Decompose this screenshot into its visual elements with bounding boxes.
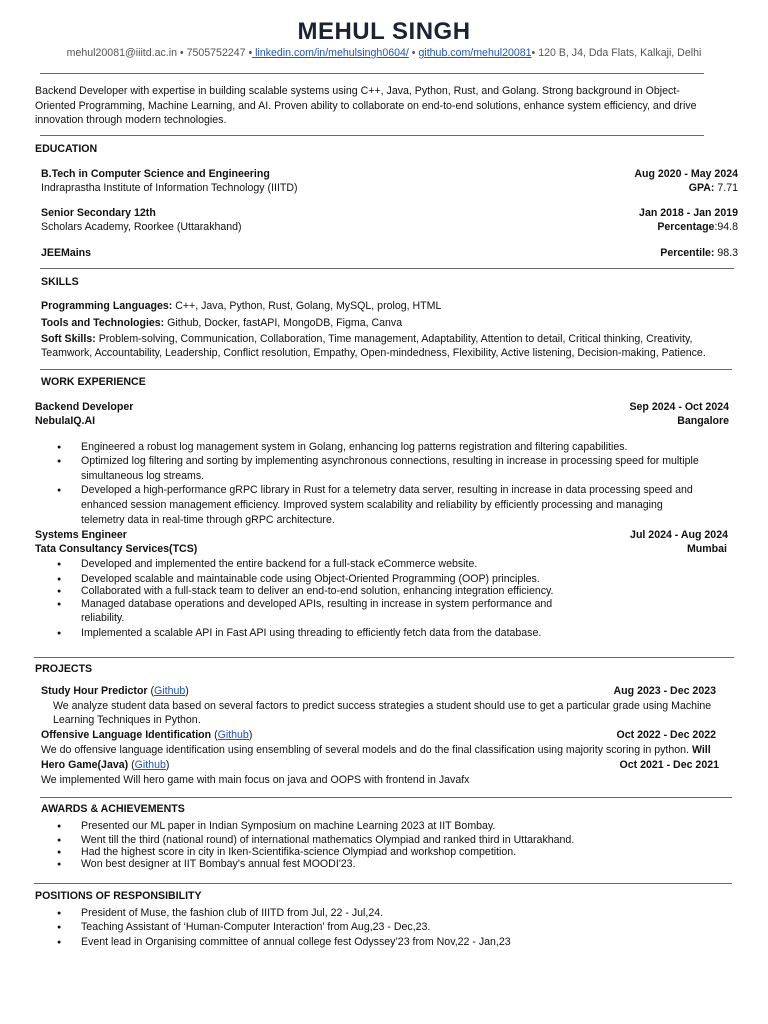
education-org: Indraprastha Institute of Information Technology (IIITD) — [41, 182, 298, 194]
education-score — [657, 221, 738, 234]
list-item: ● Managed database operations and developed APIs, resulting in increase in system performance and — [81, 598, 552, 611]
education-title: JEEMains — [41, 247, 92, 259]
section-heading-skills: SKILLS — [41, 276, 79, 288]
job-location: Bangalore — [677, 415, 729, 427]
education-title: Senior Secondary 12th — [41, 207, 156, 219]
separator: • — [411, 47, 416, 59]
project-github-link[interactable]: Github — [154, 685, 186, 697]
job-title: Backend Developer — [35, 401, 134, 413]
job-company: NebulaIQ.AI — [35, 415, 96, 427]
contact-line — [0, 47, 768, 60]
divider — [40, 268, 734, 269]
list-item: ● Developed and implemented the entire backend for a full-stack eCommerce website. — [81, 558, 477, 571]
project-title-line: Hero Game(Java) (Github) — [41, 759, 170, 771]
section-heading-education: EDUCATION — [35, 143, 98, 155]
list-item: ● Developed a high-performance gRPC library in Rust for a telemetry data server, resulting in increase in data processing speed and — [81, 484, 693, 497]
list-item-cont: telemetry data in real-time through gRPC architecture. — [81, 514, 335, 526]
divider — [40, 73, 704, 74]
list-item: ● Optimized log filtering and sorting by implementing asynchronous connections, resulting in increase in processing speed for multiple — [81, 455, 699, 468]
score-label: Percentile: — [660, 247, 715, 259]
list-item: ● Presented our ML paper in Indian Symposium on machine Learning 2023 at IIT Bombay. — [81, 820, 495, 833]
list-item: ● Event lead in Organising committee of annual college fest Odyssey’23 from Nov,22 - Jan,23 — [81, 936, 511, 949]
list-item-cont: enhanced session management efficiency. Improved system scalability and reliability by efficiently processing and managing — [81, 499, 663, 511]
job-date: Sep 2024 - Oct 2024 — [629, 401, 729, 413]
project-desc: We implemented Will hero game with main focus on java and OOPS with frontend in Javafx — [41, 774, 470, 786]
divider — [40, 797, 732, 798]
education-date: Jan 2018 - Jan 2019 — [639, 207, 738, 219]
list-item: ● Won best designer at IIT Bombay's annual fest MOODI'23. — [81, 858, 356, 871]
section-heading-awards: AWARDS & ACHIEVEMENTS — [41, 803, 185, 815]
skill-line — [41, 300, 441, 313]
project-title-line: Offensive Language Identification (Github) — [41, 729, 253, 741]
list-item: ● Went till the third (national round) of international mathematics Olympiad and ranked third in Uttarakhand. — [81, 834, 574, 847]
divider — [34, 657, 734, 658]
skill-value: C++, Java, Python, Rust, Golang, MySQL, prolog, HTML — [172, 300, 442, 312]
list-item-cont: reliability. — [81, 612, 125, 624]
list-item-cont: simultaneous log streams. — [81, 470, 205, 482]
separator: • — [531, 47, 536, 59]
skill-line — [41, 317, 402, 330]
score-label: Percentage — [657, 221, 715, 233]
linkedin-link[interactable]: linkedin.com/in/mehulsingh0604/ — [252, 47, 409, 59]
list-item: ● Teaching Assistant of ‘Human-Computer Interaction’ from Aug,23 - Dec,23. — [81, 921, 430, 934]
skill-label: Tools and Technologies: — [41, 317, 165, 329]
list-item: ● Developed scalable and maintainable code using Object-Oriented Programming (OOP) principles. — [81, 573, 540, 586]
separator: • — [179, 47, 184, 59]
project-desc-line — [41, 744, 711, 757]
github-link[interactable]: github.com/mehul20081 — [418, 47, 532, 59]
divider — [40, 369, 732, 370]
skill-value: Problem-solving, Communication, Collaboration, Time management, Adaptability, Attention to detail, Critical thinking, Creativity, — [95, 333, 693, 345]
project-desc: Learning Techniques in Python. — [53, 714, 201, 726]
divider — [40, 135, 704, 136]
section-heading-projects: PROJECTS — [35, 663, 93, 675]
project-title-line: Study Hour Predictor (Github) — [41, 685, 189, 697]
project-desc: We analyze student data based on several factors to predict success strategies a student should use to get a particular grade using Machine — [53, 700, 712, 712]
education-title: B.Tech in Computer Science and Engineering — [41, 168, 270, 180]
project-title: Study Hour Predictor — [41, 685, 148, 697]
job-title: Systems Engineer — [35, 529, 127, 541]
project-date: Aug 2023 - Dec 2023 — [613, 685, 716, 697]
job-company: Tata Consultancy Services(TCS) — [35, 543, 198, 555]
skill-value: Github, Docker, fastAPI, MongoDB, Figma, Canva — [164, 317, 403, 329]
phone-text: 7505752247 — [186, 47, 246, 59]
score-value: 7.71 — [714, 182, 738, 194]
score-label: GPA: — [688, 182, 715, 194]
education-org: Scholars Academy, Roorkee (Uttarakhand) — [41, 221, 242, 233]
skill-line-cont: Teamwork, Accountability, Leadership, Conflict resolution, Empathy, Open-mindedness, Flexibility, Active listening, Decision-making, Patience. — [41, 347, 706, 359]
address-text: 120 B, J4, Dda Flats, Kalkaji, Delhi — [538, 47, 702, 59]
list-item: ● Engineered a robust log management system in Golang, enhancing log patterns registration and filtering capabilities. — [81, 441, 628, 454]
job-location: Mumbai — [686, 543, 727, 555]
score-value: :94.8 — [714, 221, 738, 233]
project-github-link[interactable]: Github — [134, 759, 166, 771]
skill-label: Soft Skills: — [41, 333, 96, 345]
skill-label: Programming Languages: — [41, 300, 173, 312]
list-item: ● Implemented a scalable API in Fast API using threading to efficiently fetch data from the database. — [81, 627, 541, 640]
list-item: ● Had the highest score in city in Iken-Scientifika-science Olympiad and workshop competition. — [81, 846, 516, 859]
list-item: ● President of Muse, the fashion club of IIITD from Jul, 22 - Jul,24. — [81, 907, 383, 920]
list-item: ● Collaborated with a full-stack team to deliver an end-to-end solution, enhancing integration efficiency. — [81, 585, 553, 598]
resume-name: MEHUL SINGH — [297, 18, 471, 45]
separator: • — [248, 47, 253, 59]
project-title: Hero Game(Java) — [41, 759, 129, 771]
project-title: Offensive Language Identification — [41, 729, 212, 741]
email-text: mehul20081@iiitd.ac.in — [66, 47, 177, 59]
project-github-link[interactable]: Github — [217, 729, 249, 741]
project-desc: We do offensive language identification using ensembling of several models and do the final classification using majority scoring in python. — [41, 744, 689, 756]
project-date: Oct 2021 - Dec 2021 — [619, 759, 719, 771]
education-score — [660, 247, 738, 260]
score-value: 98.3 — [714, 247, 738, 259]
job-date: Jul 2024 - Aug 2024 — [630, 529, 728, 541]
project-date: Oct 2022 - Dec 2022 — [616, 729, 716, 741]
section-heading-work: WORK EXPERIENCE — [41, 376, 146, 388]
divider — [34, 883, 732, 884]
project-desc-trail: Will — [691, 744, 711, 756]
section-heading-positions: POSITIONS OF RESPONSIBILITY — [35, 890, 202, 902]
education-date: Aug 2020 - May 2024 — [634, 168, 738, 180]
summary-text: Backend Developer with expertise in building scalable systems using C++, Java, Python, Rust, and Golang. Strong background in Object-Oriented Programming, Machine Learning, and AI. Proven ability to collaborate on end-to-end solutions, enhance system efficiency, and drive innovation through modern technologies. — [35, 85, 697, 126]
education-score — [689, 182, 738, 195]
skill-line — [41, 333, 692, 346]
